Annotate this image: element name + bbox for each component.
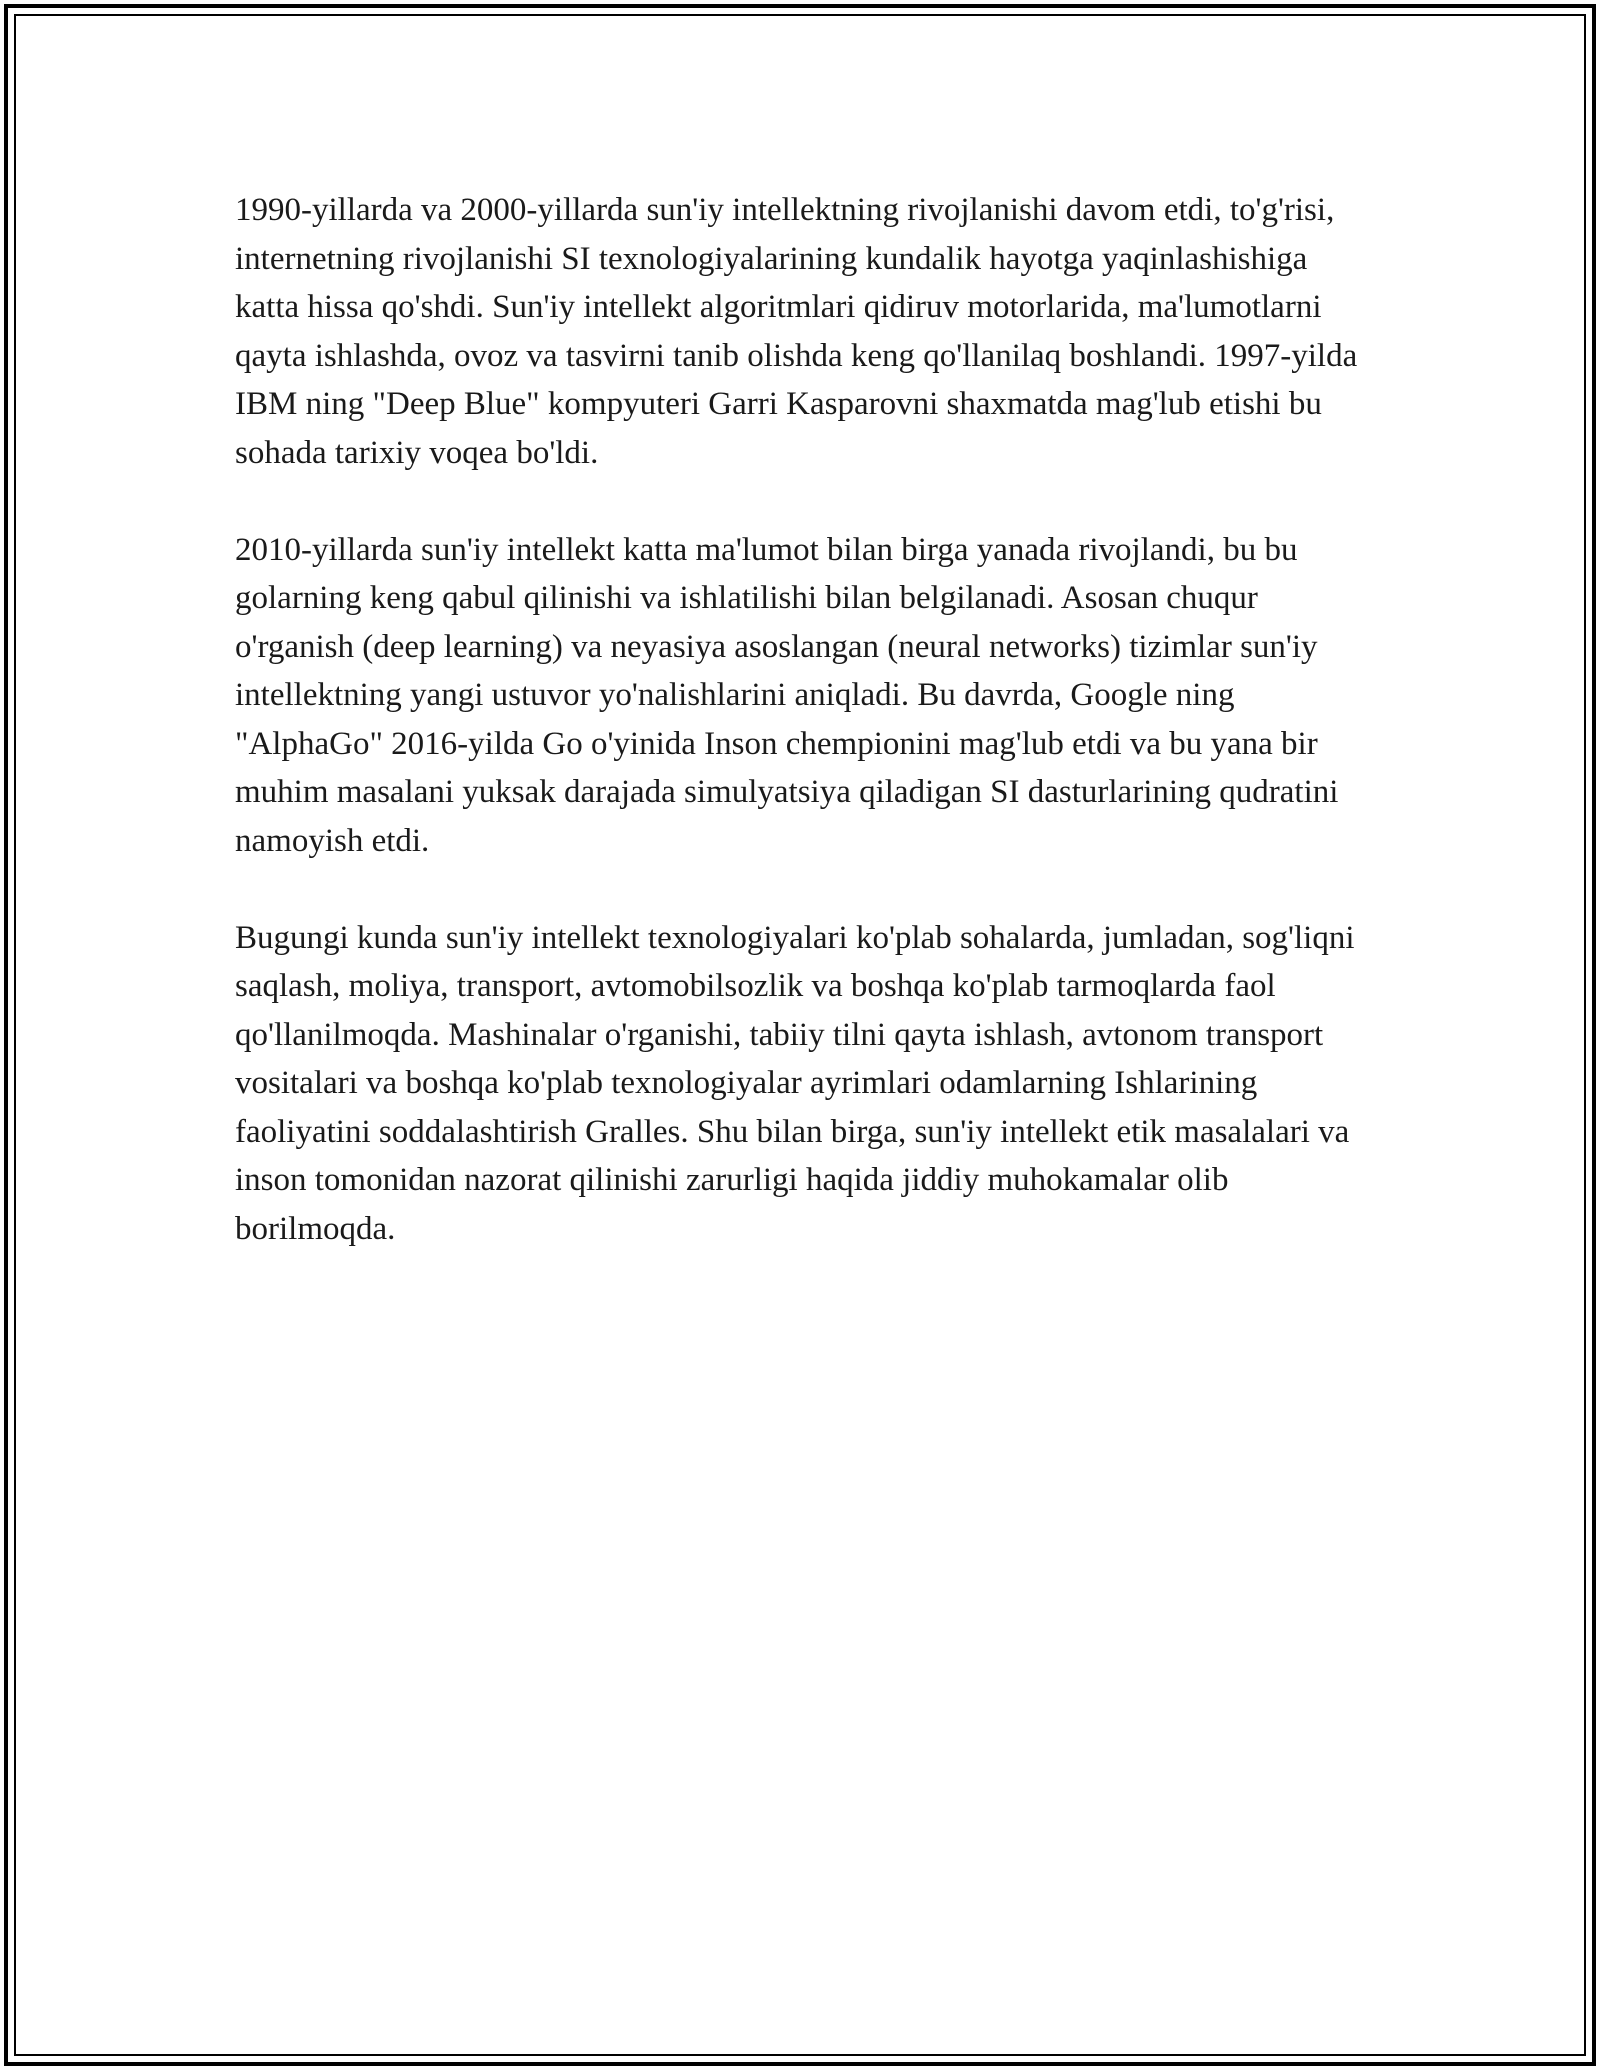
paragraph-3: Bugungi kunda sun'iy intellekt texnologiyalari ko'plab sohalarda, jumladan, sog'liqni saqlash, moliya, transport, avtomobilsozlik va boshqa ko'plab tarmoqlarda faol qo'llanilmoqda. Mashinalar o'rganishi, tabiiy tilni qayta ishlash, avtonom transport vositalari va boshqa ko'plab texnologiyalar ayrimlari odamlarning Ishlarining faoliyatini soddalashtirish Gralles. Shu bilan birga, sun'iy intellekt etik masalalari va inson tomonidan nazorat qilinishi zarurligi haqida jiddiy muhokamalar olib borilmoqda. xyxy=(235,919,1355,1247)
paragraph-2: 2010-yillarda sun'iy intellekt katta ma'lumot bilan birga yanada rivojlandi, bu bu golarning keng qabul qilinishi va ishlatilishi bilan belgilanadi. Asosan chuqur o'rganish (deep learning) va neyasiya asoslangan (neural networks) tizimlar sun'iy intellektning yangi ustuvor yo'nalishlarini aniqladi. Bu davrda, Google ning "AlphaGo" 2016-yilda Go o'yinida Inson chempionini mag'lub etdi va bu yana bir muhim masalani yuksak darajada simulyatsiya qiladigan SI dasturlarining qudratini namoyish etdi. xyxy=(235,531,1339,859)
document-body xyxy=(235,186,1365,1302)
paragraph-1: 1990-yillarda va 2000-yillarda sun'iy intellektning rivojlanishi davom etdi, to'g'risi, internetning rivojlanishi SI texnologiyalarining kundalik hayotga yaqinlashishiga katta hissa qo'shdi. Sun'iy intellekt algoritmlari qidiruv motorlarida, ma'lumotlarni qayta ishlashda, ovoz va tasvirni tanib olishda keng qo'llanilaq boshlandi. 1997-yilda IBM ning "Deep Blue" kompyuteri Garri Kasparovni shaxmatda mag'lub etishi bu sohada tarixiy voqea bo'ldi. xyxy=(235,192,1358,471)
